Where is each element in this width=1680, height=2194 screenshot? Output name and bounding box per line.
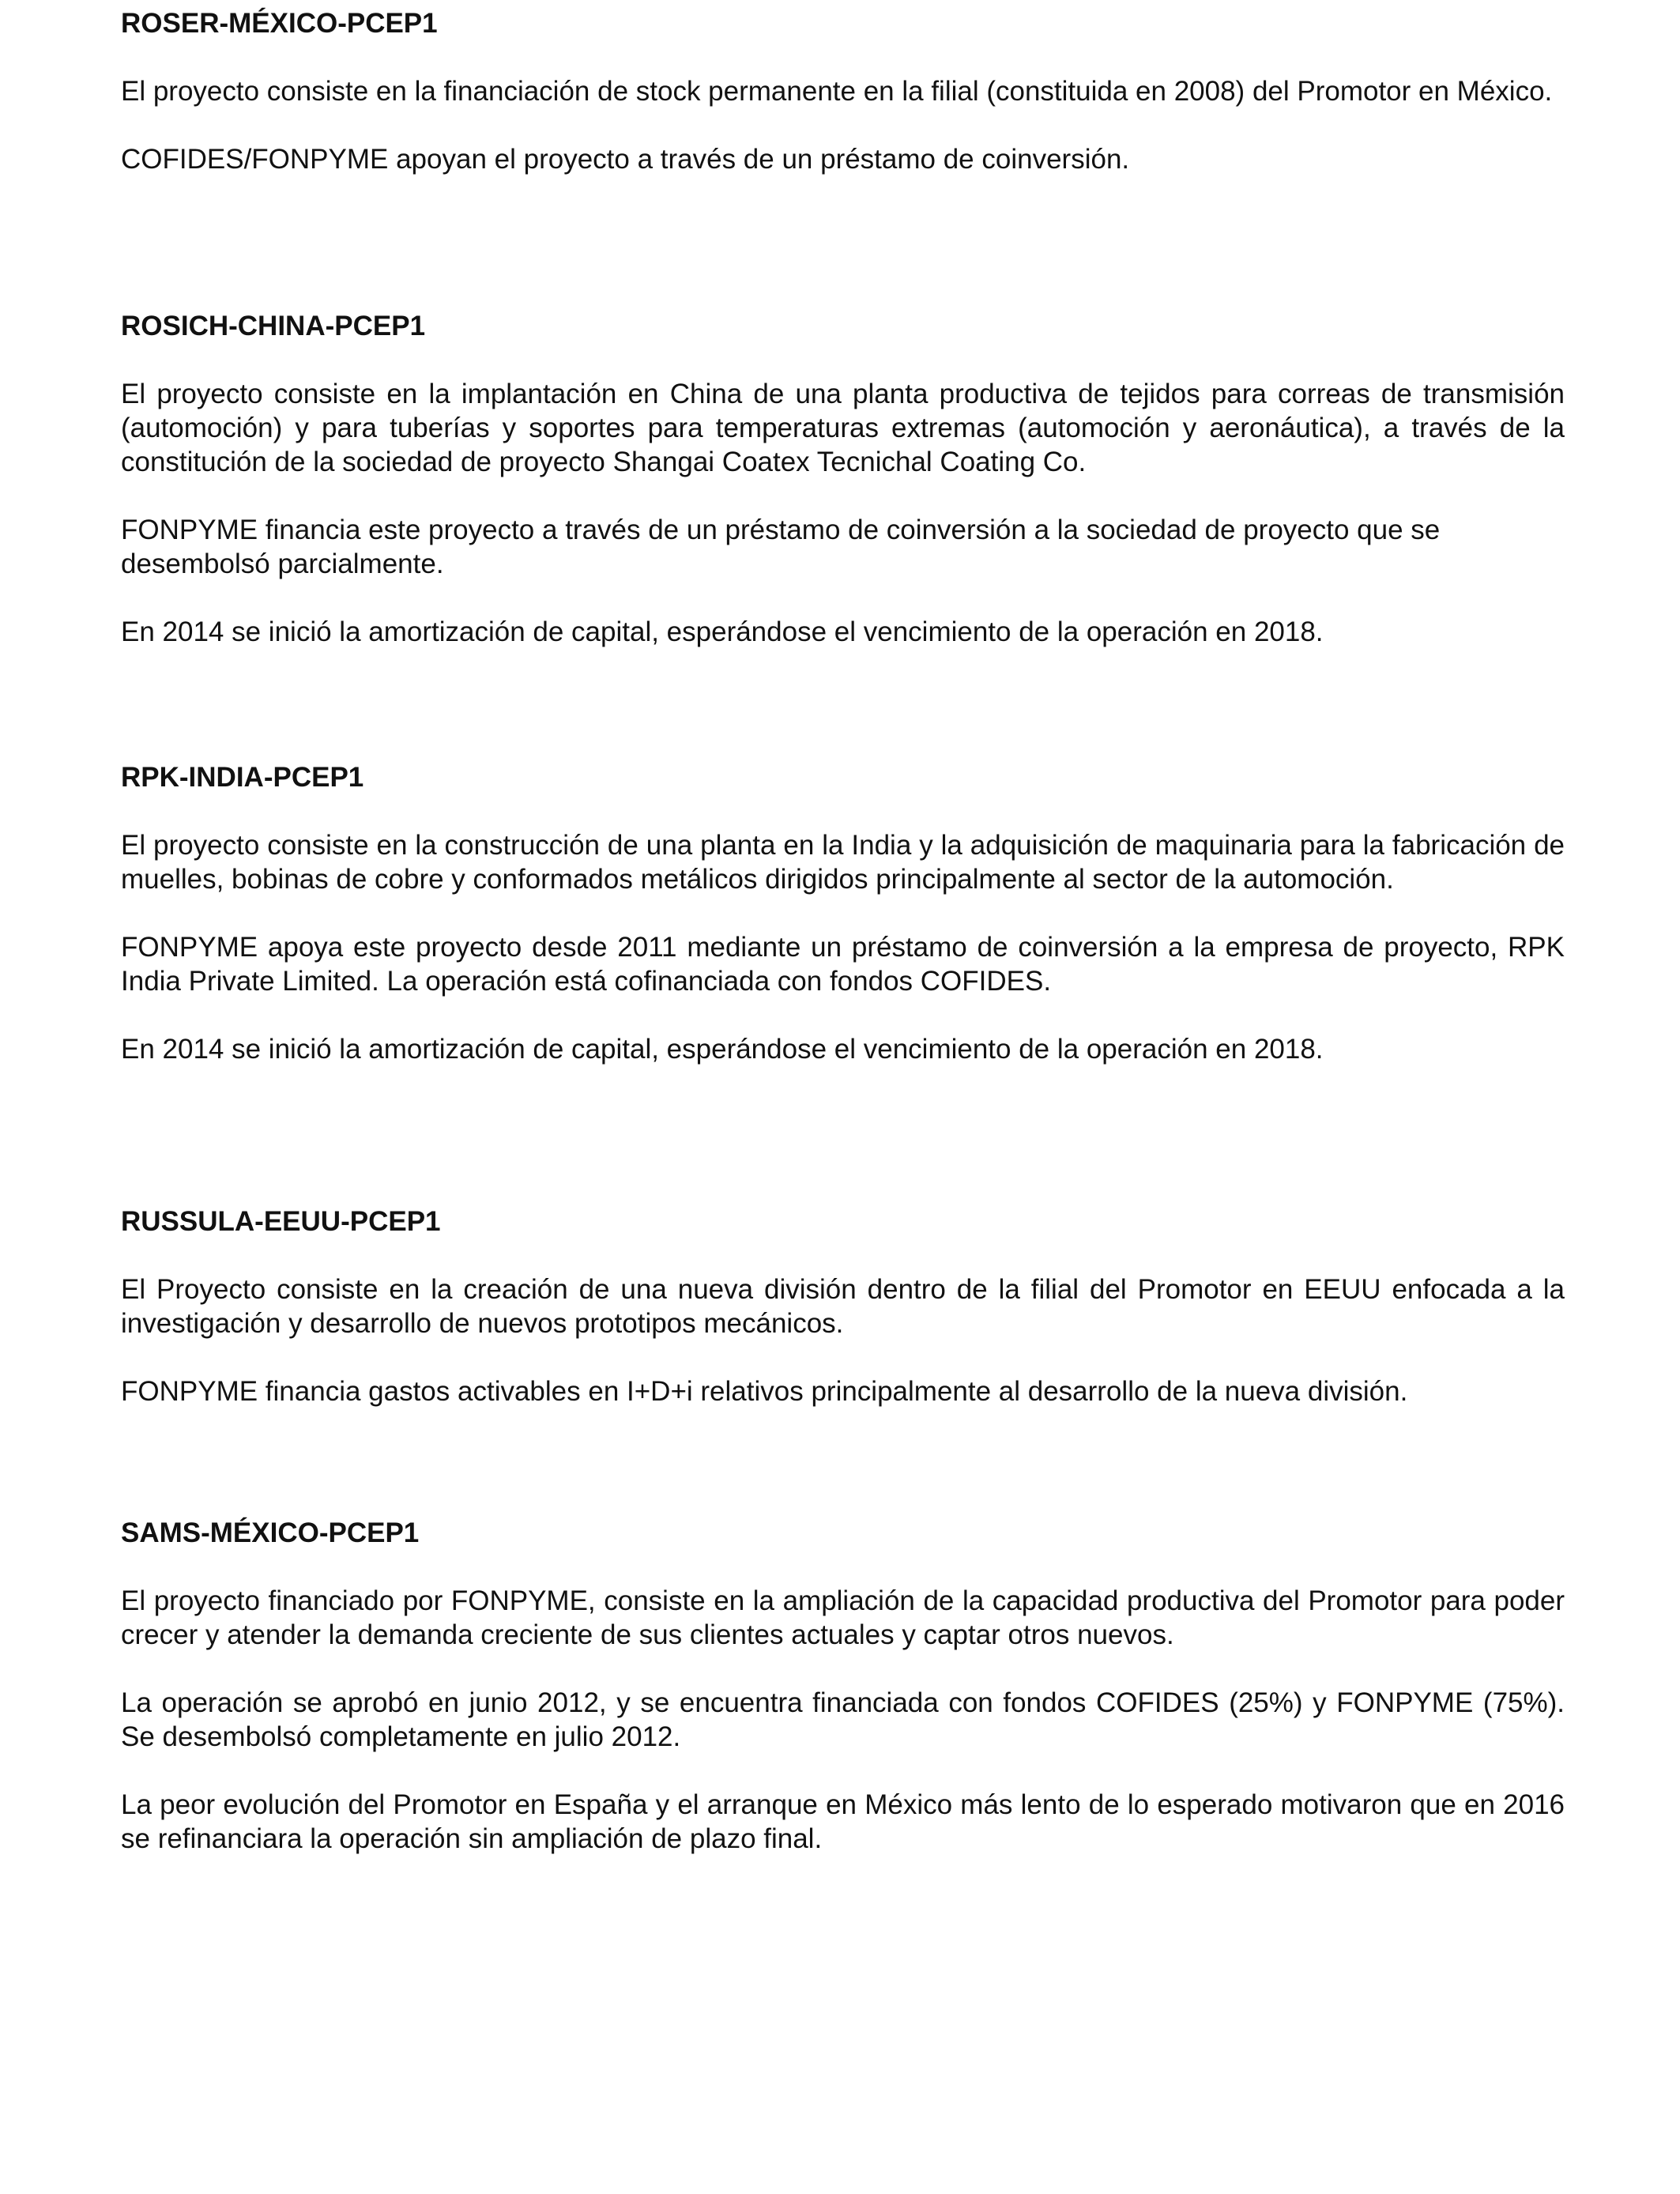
section-title: ROSER-MÉXICO-PCEP1 <box>121 8 438 39</box>
section-paragraph: La operación se aprobó en junio 2012, y se encuentra financiada con fondos COFIDES (25%) y FONPYME (75%). Se desembolsó completamente en julio 2012. <box>121 1687 1565 1752</box>
section-rpk-india <box>121 760 1565 1066</box>
section-russula-eeuu <box>121 1204 1565 1408</box>
section-paragraph: FONPYME financia este proyecto a través de un préstamo de coinversión a la sociedad de proyecto que se desembolsó parcialmente. <box>121 515 1441 579</box>
section-paragraph: El proyecto financiado por FONPYME, consiste en la ampliación de la capacidad productiva del Promotor para poder crecer y atender la demanda creciente de sus clientes actuales y captar otros nuevos. <box>121 1585 1565 1650</box>
section-paragraph: El proyecto consiste en la financiación de stock permanente en la filial (constituida en 2008) del Promotor en México. <box>121 76 1553 107</box>
section-paragraph: El Proyecto consiste en la creación de una nueva división dentro de la filial del Promotor en EEUU enfocada a la investigación y desarrollo de nuevos prototipos mecánicos. <box>121 1274 1565 1339</box>
section-sams-mexico <box>121 1516 1565 1856</box>
section-paragraph: La peor evolución del Promotor en España y el arranque en México más lento de lo esperado motivaron que en 2016 se refinanciara la operación sin ampliación de plazo final. <box>121 1789 1565 1854</box>
section-title: RPK-INDIA-PCEP1 <box>121 762 364 793</box>
section-title: RUSSULA-EEUU-PCEP1 <box>121 1206 441 1237</box>
section-paragraph: FONPYME financia gastos activables en I+D+i relativos principalmente al desarrollo de la nueva división. <box>121 1376 1408 1407</box>
section-paragraph: En 2014 se inició la amortización de capital, esperándose el vencimiento de la operación en 2018. <box>121 1034 1324 1065</box>
section-paragraph: El proyecto consiste en la implantación en China de una planta productiva de tejidos para correas de transmisión (automoción) y para tuberías y soportes para temperaturas extremas (automoción y aeronáutica), a través de la constitución de la sociedad de proyecto Shangai Coatex Tecnichal Coating Co. <box>121 379 1565 477</box>
section-paragraph: FONPYME apoya este proyecto desde 2011 mediante un préstamo de coinversión a la empresa de proyecto, RPK India Private Limited. La operación está cofinanciada con fondos COFIDES. <box>121 932 1565 997</box>
section-roser-mexico <box>121 6 1565 176</box>
section-title: ROSICH-CHINA-PCEP1 <box>121 311 426 341</box>
section-title: SAMS-MÉXICO-PCEP1 <box>121 1517 420 1548</box>
section-paragraph: El proyecto consiste en la construcción de una planta en la India y la adquisición de maquinaria para la fabricación de muelles, bobinas de cobre y conformados metálicos dirigidos principalmente al sector de la automoción. <box>121 830 1565 895</box>
section-paragraph: En 2014 se inició la amortización de capital, esperándose el vencimiento de la operación en 2018. <box>121 616 1324 647</box>
section-paragraph: COFIDES/FONPYME apoyan el proyecto a través de un préstamo de coinversión. <box>121 144 1130 175</box>
section-rosich-china <box>121 309 1565 649</box>
